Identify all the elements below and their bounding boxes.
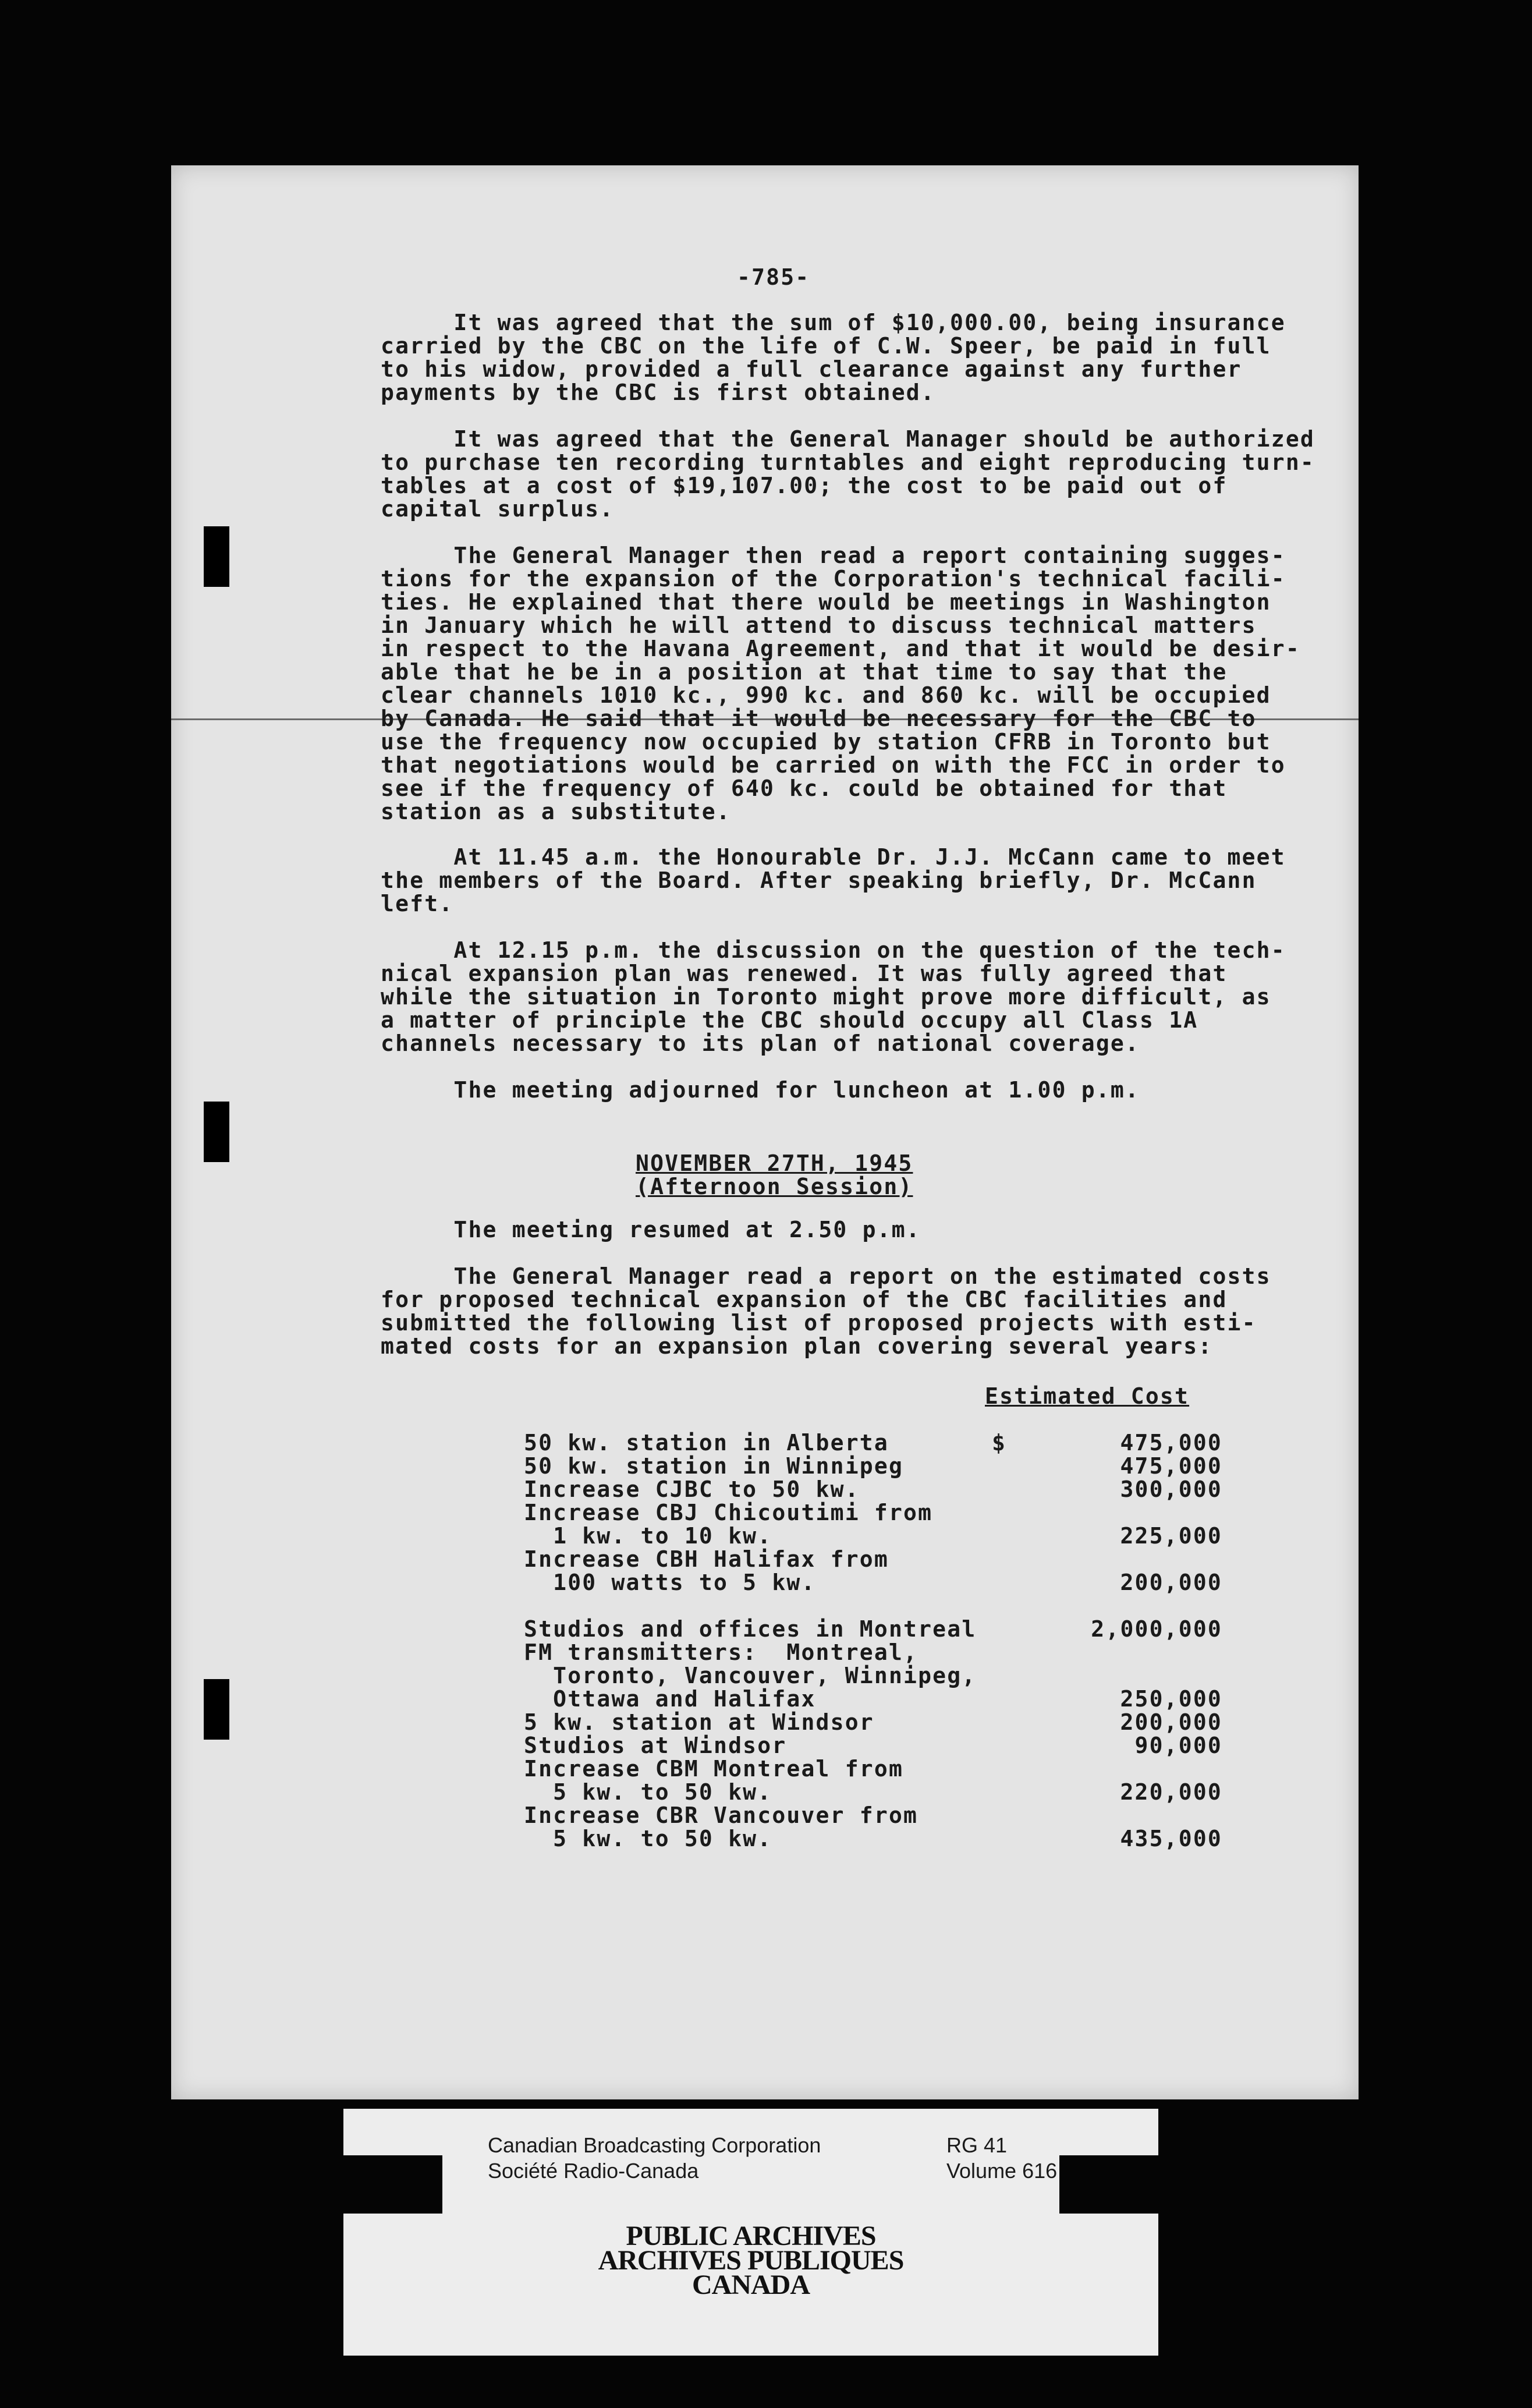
binding-hole-mark <box>204 1679 229 1740</box>
cost-item-value: 200,000 <box>1120 1570 1222 1595</box>
cost-item-value: 475,000 <box>1120 1430 1222 1456</box>
cost-item-label: Increase CBJ Chicoutimi from <box>524 1500 933 1525</box>
cost-item-label: 50 kw. station in Winnipeg <box>524 1453 904 1479</box>
paragraph-resumed: The meeting resumed at 2.50 p.m. <box>381 1217 921 1242</box>
cost-item-label: Increase CBH Halifax from <box>524 1546 889 1572</box>
stamp-archives-publiques: ARCHIVES PUBLIQUES <box>598 2245 904 2276</box>
archive-label-card <box>343 2109 1158 2356</box>
currency-symbol: $ <box>992 1430 1007 1456</box>
cost-item-value: 2,000,000 <box>1091 1616 1222 1642</box>
cost-item-label: 5 kw. station at Windsor <box>524 1709 874 1735</box>
cost-item-value: 90,000 <box>1134 1733 1222 1758</box>
label-tab-right <box>1059 2155 1158 2214</box>
paragraph-expansion-report: The General Manager then read a report containing sugges- tions for the expansion of the Corporation's technical facili- ties. He explained that there would be meetings in Washington in January which he will attend to discuss technical matters in respect to the Havana Agreement, and that it would be desir- able that he be in a position at that time to say that the clear channels 1010 kc., 990 kc. and 860 kc. will be occupied by Canada. He said that it would be necessary for the CBC to use the frequency now occupied by station CFRB in Toronto but that negotiations would be carried on with the FCC in order to see if the frequency of 640 kc. could be obtained for that station as a substitute. <box>381 543 1300 824</box>
cost-row <box>524 1827 1222 1850</box>
cost-row <box>524 1664 1222 1687</box>
cost-item-value: 475,000 <box>1120 1453 1222 1479</box>
cost-row <box>524 1734 1222 1757</box>
cost-item-label: Ottawa and Halifax <box>524 1686 816 1712</box>
cost-row <box>524 1548 1222 1571</box>
cost-item-label: 5 kw. to 50 kw. <box>524 1779 772 1805</box>
cost-item-label: 100 watts to 5 kw. <box>524 1570 816 1595</box>
cost-item-label: Increase CJBC to 50 kw. <box>524 1476 860 1502</box>
org-name-en: Canadian Broadcasting Corporation <box>488 2133 821 2157</box>
cost-item-label: Studios at Windsor <box>524 1733 787 1758</box>
cost-item-label: Increase CBR Vancouver from <box>524 1803 919 1828</box>
cost-item-value: 220,000 <box>1120 1779 1222 1805</box>
cost-row <box>524 1454 1222 1478</box>
cost-item-label: 50 kw. station in Alberta <box>524 1430 889 1456</box>
estimated-cost-header: Estimated Cost <box>985 1383 1190 1409</box>
cost-row <box>524 1757 1222 1780</box>
cost-row <box>524 1711 1222 1734</box>
cost-row <box>524 1478 1222 1501</box>
cost-row <box>524 1431 1222 1454</box>
cost-row <box>524 1617 1222 1641</box>
cost-row <box>524 1804 1222 1827</box>
paragraph-mccann: At 11.45 a.m. the Honourable Dr. J.J. McCann came to meet the members of the Board. After speaking briefly, Dr. McCann left. <box>381 844 1286 916</box>
cost-item-label: 5 kw. to 50 kw. <box>524 1826 772 1851</box>
page-number: -785- <box>737 264 810 290</box>
record-group: RG 41 <box>946 2133 1008 2157</box>
stamp-canada: CANADA <box>692 2269 810 2300</box>
binding-hole-mark <box>204 1102 229 1162</box>
cost-item-value: 435,000 <box>1120 1826 1222 1851</box>
document-page <box>171 165 1359 2099</box>
cost-item-label: Studios and offices in Montreal <box>524 1616 977 1642</box>
binding-hole-mark <box>204 526 229 587</box>
paragraph-adjourned: The meeting adjourned for luncheon at 1.00 p.m. <box>381 1077 1140 1103</box>
cost-row <box>524 1501 1222 1524</box>
cost-item-label: Toronto, Vancouver, Winnipeg, <box>524 1663 977 1688</box>
paragraph-insurance: It was agreed that the sum of $10,000.00, being insurance carried by the CBC on the life of C.W. Speer, be paid in full to his widow, provided a full clearance against any further payments by the CBC is first obtained. <box>381 310 1286 405</box>
cost-row <box>524 1571 1222 1594</box>
cost-item-label: FM transmitters: Montreal, <box>524 1639 919 1665</box>
cost-row <box>524 1641 1222 1664</box>
label-tab-left <box>343 2155 442 2214</box>
cost-item-label: 1 kw. to 10 kw. <box>524 1523 772 1549</box>
cost-item-value: 250,000 <box>1120 1686 1222 1712</box>
paragraph-expansion-plan: At 12.15 p.m. the discussion on the question of the tech- nical expansion plan was renewed. It was fully agreed that while the situation in Toronto might prove more difficult, as a matter of principle the CBC should occupy all Class 1A channels necessary to its plan of national coverage. <box>381 937 1286 1056</box>
paragraph-turntables: It was agreed that the General Manager should be authorized to purchase ten recording turntables and eight reproducing turn- tables at a cost of $19,107.00; the cost to be paid out of capital surplus. <box>381 426 1315 522</box>
cost-item-value: 200,000 <box>1120 1709 1222 1735</box>
cost-item-label: Increase CBM Montreal from <box>524 1756 904 1782</box>
session-name-heading: (Afternoon Session) <box>636 1174 913 1199</box>
cost-item-value: 225,000 <box>1120 1523 1222 1549</box>
volume-number: Volume 616 <box>946 2159 1058 2183</box>
paragraph-cost-report: The General Manager read a report on the estimated costs for proposed technical expansion of the CBC facilities and submitted the following list of proposed projects with esti- mated costs for an expansion plan covering several years: <box>381 1263 1271 1359</box>
cost-row <box>524 1780 1222 1804</box>
cost-item-value: 300,000 <box>1120 1476 1222 1502</box>
org-name-fr: Société Radio-Canada <box>488 2159 699 2183</box>
stamp-public-archives: PUBLIC ARCHIVES <box>626 2221 876 2251</box>
cost-row <box>524 1687 1222 1711</box>
cost-row <box>524 1524 1222 1548</box>
session-date-heading: NOVEMBER 27TH, 1945 <box>636 1150 913 1176</box>
